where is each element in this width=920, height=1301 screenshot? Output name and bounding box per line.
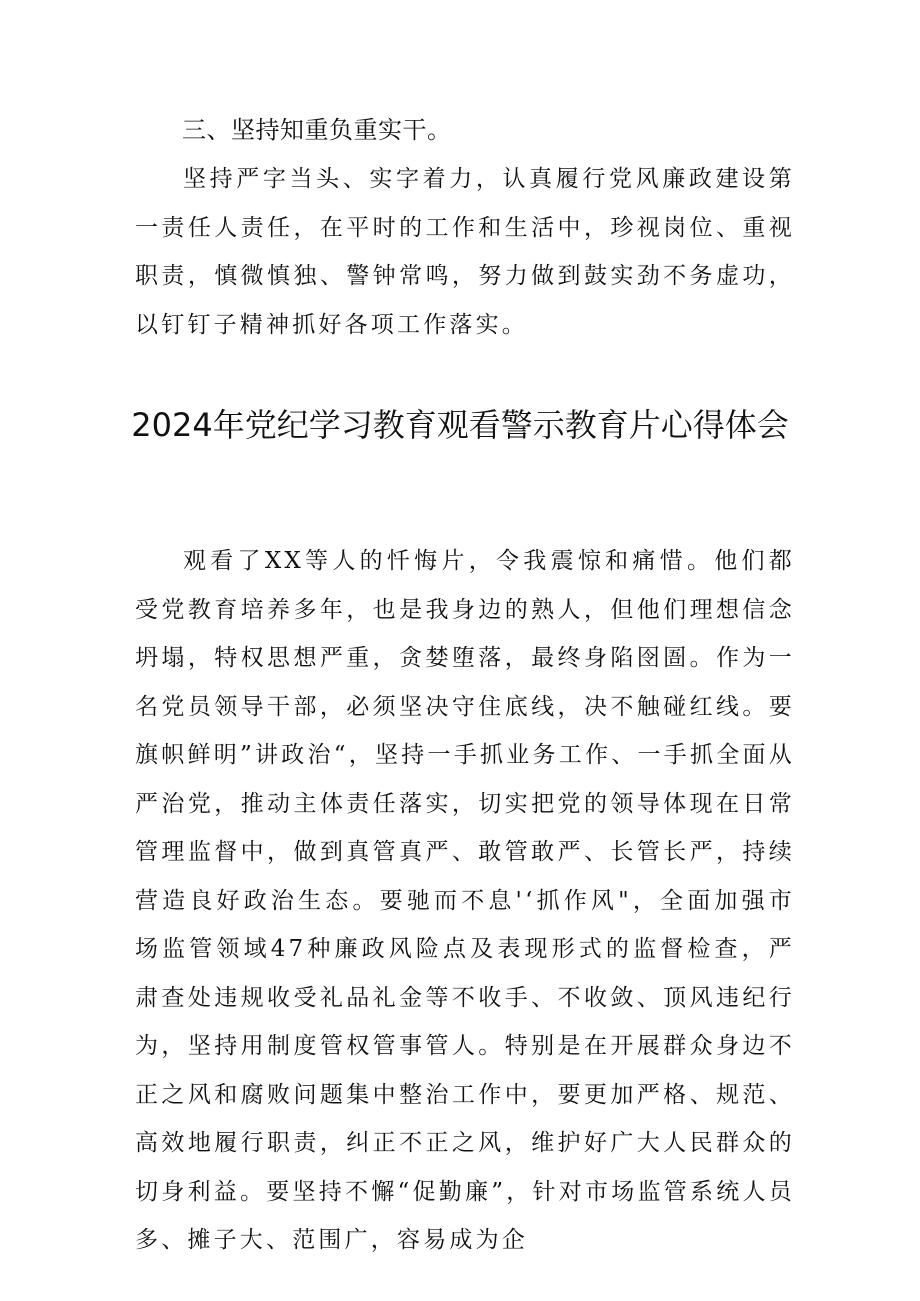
section-paragraph: 坚持严字当头、实字着力，认真履行党风廉政建设第一责任人责任，在平时的工作和生活中，珍视岗位、重视职责，慎微慎独、警钟常鸣，努力做到鼓实劲不务虚功，以钉钉子精神抓好各项工作落实。 (135, 166, 795, 338)
body-paragraph: 观看了XX等人的忏悔片，令我震惊和痛惜。他们都受党教育培养多年，也是我身边的熟人，但他们理想信念坍塌，特权思想严重，贪婪堕落，最终身陷囹圄。作为一名党员领导干部，必须坚决守住底线，决不触碰红线。要旗帜鲜明”讲政治“，坚持一手抓业务工作、一手抓全面从严治党，推动主体责任落实，切实把党的领导体现在日常管理监督中，做到真管真严、敢管敢严、长管长严，持续营造良好政治生态。要驰而不息'‘抓作风"，全面加强市场监管领域47种廉政风险点及表现形式的监督检查，严肃查处违规收受礼品礼金等不收手、不收敛、顶风违纪行为，坚持用制度管权管事管人。特别是在开展群众身边不正之风和腐败问题集中整治工作中，要更加严格、规范、高效地履行职责，纠正不正之风，维护好广大人民群众的切身利益。要坚持不懈“促勤廉”，针对市场监管系统人员多、摊子大、范围广，容易成为企 (135, 548, 795, 1253)
document-title: 2024年党纪学习教育观看警示教育片心得体会 (131, 406, 789, 444)
section-heading: 三、坚持知重负重实干。 (182, 116, 452, 144)
